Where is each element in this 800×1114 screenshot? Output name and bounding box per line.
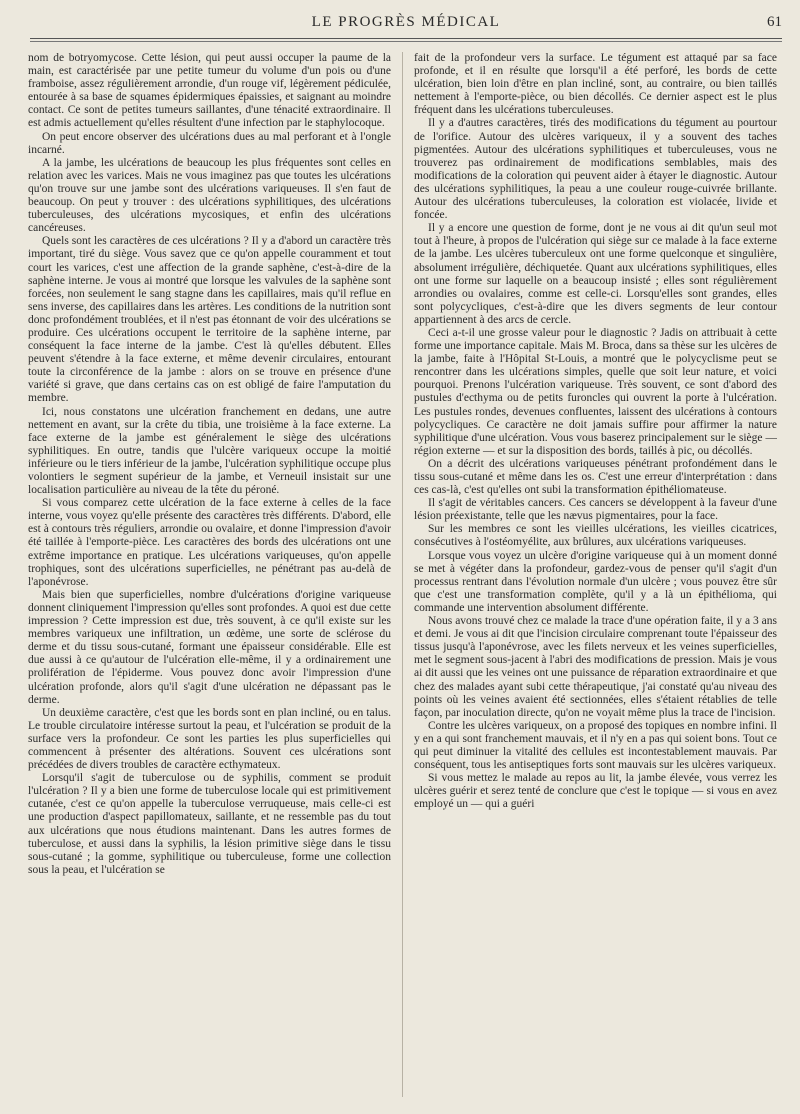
header-rule (30, 38, 782, 42)
paragraph: Ici, nous constatons une ulcération franchement en dedans, une autre nettement en avant, sur la crête du tibia, une troisième à la face externe. La face externe de la jambe est généralement le siège des ulcérations syphilitiques. En outre, tandis que l'ulcère variqueux occupe la moitié inférieure ou le tiers inférieur de la jambe, l'ulcération syphilitique occupe plus volontiers le segment supérieur de la jambe, et Verneuil insistait sur une localisation particulière au niveau de la tête du péroné. (28, 405, 391, 497)
paragraph: Si vous mettez le malade au repos au lit, la jambe élevée, vous verrez les ulcères guérir et serez tenté de conclure que c'est le topique — si vous en avez employé un — qui a guéri (414, 772, 777, 811)
paragraph: Il y a d'autres caractères, tirés des modifications du tégument au pourtour de l'orifice. Autour des ulcères variqueux, il y a souvent des taches pigmentées. Autour des ulcérations syphilitiques et tuberculeuses, vous ne trouverez pas ordinairement de modifications semblables, mais des modifications de la coloration qui peuvent aider à étayer le diagnostic. Autour des ulcérations syphilitiques, la peau a une couleur rouge-cuivrée brillante. Autour des ulcérations tuberculeuses, la coloration est violacée, livide et foncée. (414, 117, 777, 222)
paragraph: nom de botryomycose. Cette lésion, qui peut aussi occuper la paume de la main, est caractérisée par une petite tumeur du volume d'un pois ou d'une framboise, assez régulièrement arrondie, d'un rouge vif, légèrement pédiculée, entourée à sa base de squames épidermiques épaissies, et saignant au moindre contact. Ce sont de petites tumeurs saillantes, d'une ténacité extraordinaire. Il est admis actuellement qu'elles résultent d'une infection par le staphylocoque. (28, 52, 391, 130)
running-header (30, 14, 782, 36)
page-number: 61 (767, 14, 782, 30)
paragraph: Ceci a-t-il une grosse valeur pour le diagnostic ? Jadis on attribuait à cette forme une importance capitale. Mais M. Broca, dans sa thèse sur les ulcères de la jambe, faite à l'Hôpital St-Louis, a montré que le polycyclisme peut se rencontrer dans les ulcérations simples, quelle que soit leur nature, et voici pourquoi. Prenons l'ulcération variqueuse. Très souvent, ce sont d'abord des pustules d'ecthyma ou de petits furoncles qui ouvrent la porte à l'ulcération. Les pustules rondes, devenues confluentes, laissent des ulcérations à contours polycycliques. Ce caractère ne doit jamais suffire pour affirmer la nature syphilitique d'une ulcération. Vous vous baserez principalement sur le siège — région externe — et sur la disposition des bords, taillés à pic, ou décollés. (414, 326, 777, 457)
paragraph: Lorsque vous voyez un ulcère d'origine variqueuse qui à un moment donné se met à végéter dans la profondeur, gardez-vous de penser qu'il s'agit d'un processus rentrant dans l'évolution normale d'un ulcère ; vous pouvez être sûr que c'est une transformation complète, qu'il y a là un épithélioma, qui commande une intervention absolument différente. (414, 549, 777, 614)
paragraph: Si vous comparez cette ulcération de la face externe à celles de la face interne, vous voyez qu'elle présente des caractères très différents. D'abord, elle est à contours très réguliers, arrondie ou ovalaire, et donne l'impression d'avoir été taillée à l'emporte-pièce. Les caractères des bords des ulcérations ont une extrême importance en pratique. Les ulcérations variqueuses, qu'on appelle trophiques, sont des ulcérations superficielles, ne pénétrant pas au-delà de l'aponévrose. (28, 497, 391, 588)
paragraph: Il y a encore une question de forme, dont je ne vous ai dit qu'un seul mot tout à l'heure, à propos de l'ulcération qui siège sur ce malade à la face externe de la jambe. Les ulcères tuberculeux ont une forme quelconque et singulière, absolument irrégulière, déchiquetée. Quant aux ulcérations syphilitiques, elles ont une forme sur laquelle on a beaucoup insisté ; elles sont régulièrement arrondies ou ovalaires, comme est celle-ci. Lorsqu'elles sont grandes, elles sont polycycliques, c'est-à-dire que les divers segments de leur contour appartiennent à des arcs de cercle. (414, 222, 777, 326)
journal-title: LE PROGRÈS MÉDICAL (311, 14, 501, 30)
paragraph: A la jambe, les ulcérations de beaucoup les plus fréquentes sont celles en relation avec les varices. Mais ne vous imaginez pas que toutes les ulcérations qu'on trouve sur une jambe sont des ulcérations variqueuses. Il s'en faut de beaucoup. On peut y trouver : des ulcérations syphilitiques, des ulcérations tuberculeuses, des ulcérations mycosiques, et enfin des ulcérations cancéreuses. (28, 156, 391, 235)
paragraph: Lorsqu'il s'agit de tuberculose ou de syphilis, comment se produit l'ulcération ? Il y a bien une forme de tuberculose locale qui est primitivement cutanée, c'est ce qu'on appelle la tuberculose verruqueuse, mais celle-ci est une production d'aspect papillomateux, saillante, et ne ressemble pas du tout aux ulcérations que nous étudions maintenant. Dans les autres formes de tuberculose, et aussi dans la syphilis, la lésion primitive siège dans le tissu sous-cutané ; la gomme, syphilitique ou tuberculeuse, forme une collection sous la peau, et l'ulcération se (28, 772, 391, 876)
paragraph: fait de la profondeur vers la surface. Le tégument est attaqué par sa face profonde, et il en résulte que lorsqu'il a été perforé, les bords de cette ulcération, bien loin d'être en plan incliné, sont, au contraire, ou bien taillés nettement à l'emporte-pièce, ou bien décollés. Ce dernier aspect est le plus fréquent dans les ulcérations tuberculeuses. (414, 52, 777, 117)
paragraph: On a décrit des ulcérations variqueuses pénétrant profondément dans le tissu sous-cutané et même dans les os. C'est une erreur d'interprétation : dans ces cas-là, c'est qu'elles ont subi la transformation épithéliomateuse. (414, 457, 777, 497)
paragraph: Mais bien que superficielles, nombre d'ulcérations d'origine variqueuse donnent cliniquement l'impression qu'elles sont profondes. A quoi est due cette impression ? Cette impression est due, très souvent, à ce qu'il existe sur les membres variqueux une infiltration, un œdème, une sorte de sclérose du derme et du tissu sous-cutané, formant une épaisseur considérable. Elle est due aussi à ce qu'autour de l'ulcération elle-même, il y a ordinairement une prolifération de l'épiderme. Vous pouvez donc avoir l'impression d'une ulcération profonde, alors qu'il s'agit d'une ulcération ne dépassant pas le derme. (28, 588, 391, 706)
paragraph: Il s'agit de véritables cancers. Ces cancers se développent à la faveur d'une lésion préexistante, telle que les nævus pigmentaires, pour la face. (414, 497, 777, 523)
paragraph: Un deuxième caractère, c'est que les bords sont en plan incliné, ou en talus. Le trouble circulatoire intéresse surtout la peau, et l'ulcération se produit de la surface vers la profondeur. Ce sont les parties les plus superficielles qui commencent à présenter des altérations. Souvent ces ulcérations sont précédées de divers troubles de caractère ecthymateux. (28, 706, 391, 772)
paragraph: Sur les membres ce sont les vieilles ulcérations, les vieilles cicatrices, consécutives à l'ostéomyélite, aux brûlures, aux ulcérations variqueuses. (414, 523, 777, 549)
paragraph: Quels sont les caractères de ces ulcérations ? Il y a d'abord un caractère très important, tiré du siège. Vous savez que ce qu'on appelle couramment et tout court les varices, c'est une affection de la grande saphène, c'est-à-dire de la saphène interne. Je vous ai montré que lorsque les valvules de la saphène sont forcées, non seulement le sang stagne dans les capillaires, mais qu'il reflue en sens inverse, des capillaires dans les artères. Les conditions de la nutrition sont donc profondément troublées, et il n'est pas étonnant de voir des ulcérations se produire. Ces ulcérations occupent le territoire de la saphène interne, par conséquent la face interne de la jambe. C'est là qu'elles débutent. Elles peuvent s'étendre à la face externe, et même devenir circulaires, entourant toute la circonférence de la jambe : alors on se trouve en présence d'une variété si grave, que dans certains cas on est obligé de faire l'amputation du membre. (28, 235, 391, 405)
paragraph: Nous avons trouvé chez ce malade la trace d'une opération faite, il y a 3 ans et demi. Je vous ai dit que l'incision circulaire comprenant toute l'épaisseur des tissus jusqu'à l'aponévrose, avec les filets nerveux et les veines superficielles, met le segment sous-jacent à l'abri des modifications de pression. Mais je vous ai dit aussi que les veines ont une puissance de réparation extraordinaire et que chez des malades ayant subi cette thérapeutique, j'ai constaté qu'au niveau des points où les veines avaient été sectionnées, elles s'étaient rétablies de telle façon, par inoculation directe, qu'on ne voyait même plus la trace de l'incision. (414, 615, 777, 719)
column-divider (402, 52, 403, 1097)
paragraph: Contre les ulcères variqueux, on a proposé des topiques en nombre infini. Il y en a qui sont franchement mauvais, et il n'y en a pas qui soient bons. Tout ce qui peut diminuer la vitalité des cellules est incontestablement mauvais. Par conséquent, tous les antiseptiques forts sont mauvais sur les ulcères variqueux. (414, 719, 777, 772)
paragraph: On peut encore observer des ulcérations dues au mal perforant et à l'ongle incarné. (28, 130, 391, 156)
right-column (414, 52, 777, 1104)
left-column (28, 52, 391, 1104)
